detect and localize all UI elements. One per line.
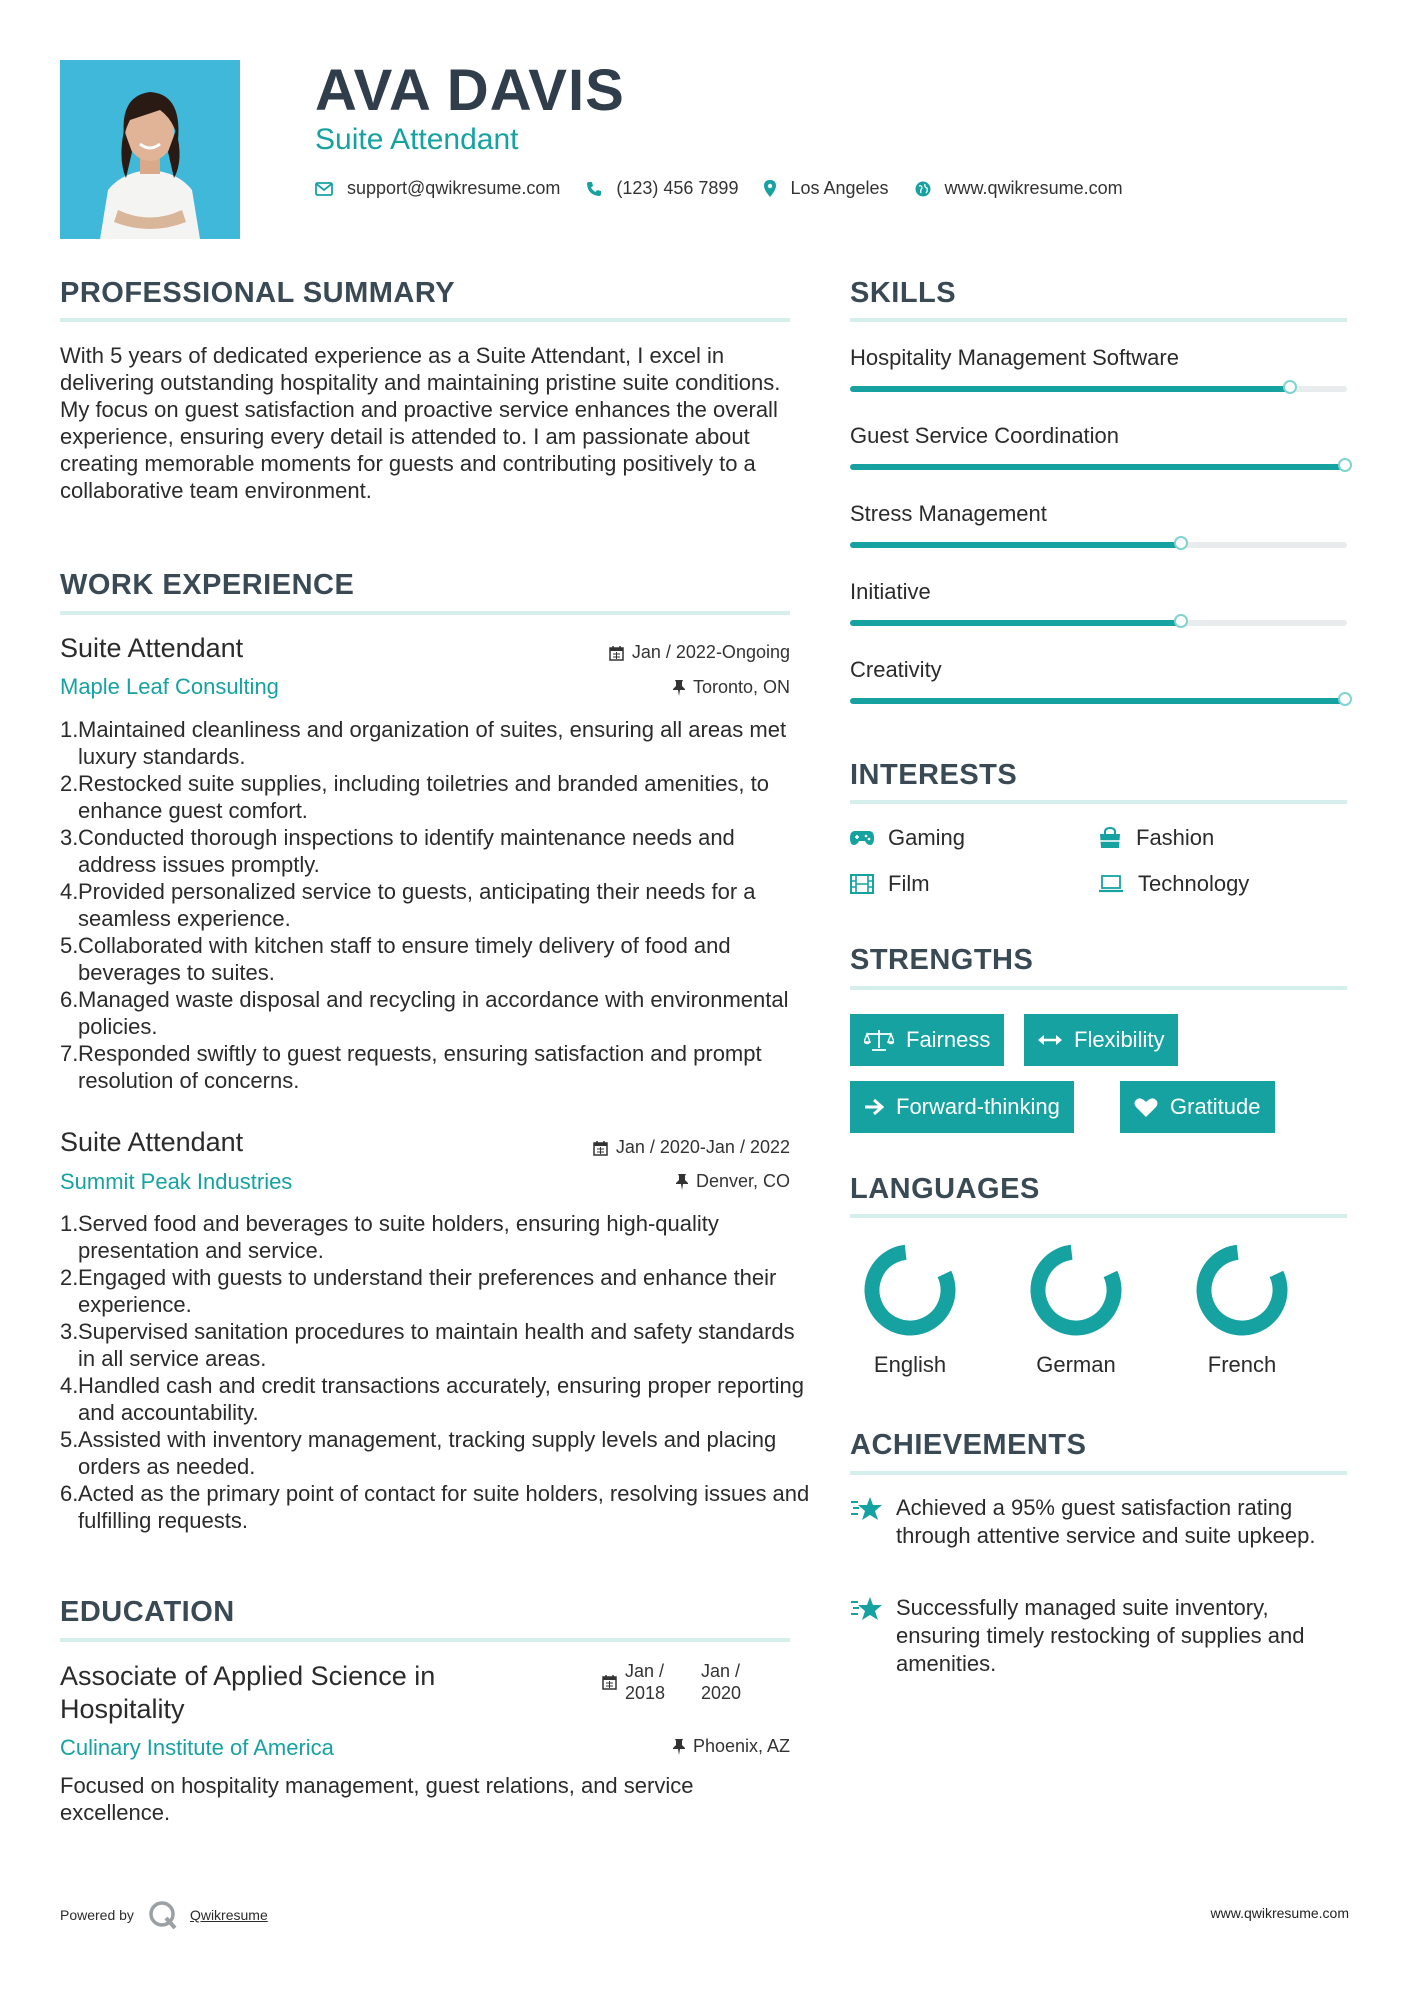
- calendar-icon: [602, 1674, 617, 1690]
- list-item: Assisted with inventory management, tracking supply levels and placing orders as needed.: [78, 1427, 777, 1479]
- list-item: Engaged with guests to understand their preferences and enhance their experience.: [78, 1265, 777, 1317]
- summary-heading: PROFESSIONAL SUMMARY: [60, 277, 456, 309]
- gamepad-icon: [850, 830, 874, 846]
- skill-bar-knob: [1174, 536, 1188, 550]
- language-ring: [1192, 1240, 1292, 1340]
- phone-text: (123) 456 7899: [616, 178, 739, 198]
- shopping-bag-icon: [1098, 827, 1122, 849]
- language-item: [845, 1240, 975, 1378]
- skill-bar: [850, 464, 1347, 470]
- job-dates-text: Jan / 2020-Jan / 2022: [615, 1137, 790, 1157]
- strength-label: Gratitude: [1170, 1094, 1261, 1119]
- star-burst-icon: [850, 1496, 884, 1522]
- interest-label: Fashion: [1136, 825, 1215, 850]
- language-ring: [860, 1240, 960, 1340]
- language-ring: [1026, 1240, 1126, 1340]
- languages-heading: LANGUAGES: [850, 1173, 1040, 1205]
- footer-powered-by: [60, 1900, 268, 1930]
- contact-email[interactable]: [315, 178, 560, 199]
- location-text: Los Angeles: [790, 178, 889, 198]
- job-location: [673, 677, 790, 698]
- interests-heading: INTERESTS: [850, 759, 1018, 791]
- job-dates: [593, 1137, 790, 1158]
- strength-badge: [850, 1081, 1074, 1133]
- email-icon: [315, 182, 333, 196]
- job-title: Suite Attendant: [60, 633, 244, 663]
- summary-text: With 5 years of dedicated experience as a Suite Attendant, I excel in delivering outstanding hospitality and maintaining pristine suite conditions. My focus on guest satisfaction and proactive service enhances the overall experience, ensuring every detail is attended to. I am passionate about creating memorable moments for guests and contributing positively to a collaborative team environment.: [60, 343, 781, 503]
- job-location: [676, 1171, 790, 1192]
- interest-film: [850, 870, 930, 898]
- email-text: support@qwikresume.com: [347, 178, 561, 198]
- skill-label: Stress Management: [850, 501, 1047, 526]
- contact-phone[interactable]: [586, 178, 738, 199]
- list-item: Conducted thorough inspections to identify maintenance needs and address issues promptly.: [78, 825, 735, 877]
- achievements-heading: ACHIEVEMENTS: [850, 1429, 1087, 1461]
- interest-label: Gaming: [888, 825, 966, 850]
- calendar-icon: [609, 645, 624, 661]
- language-item: [1011, 1240, 1141, 1378]
- map-pin-icon: [764, 180, 776, 197]
- achievement-text: Successfully managed suite inventory, ensuring timely restocking of supplies and amenities.: [896, 1595, 1305, 1676]
- contact-location: [764, 178, 888, 199]
- star-burst-icon: [850, 1596, 884, 1622]
- achievement-item: [850, 1594, 1355, 1678]
- degree-title: Associate of Applied Science in Hospitality: [60, 1661, 436, 1724]
- skill-bar-knob: [1174, 614, 1188, 628]
- strength-badge: [1120, 1081, 1275, 1133]
- job-location-text: Denver, CO: [695, 1171, 790, 1191]
- pushpin-icon: [676, 1174, 688, 1190]
- skill-bar-fill: [850, 620, 1183, 626]
- interest-gaming: [850, 824, 965, 852]
- film-icon: [850, 874, 874, 894]
- globe-icon: [915, 181, 931, 197]
- strength-label: Flexibility: [1074, 1027, 1165, 1052]
- skill-bar: [850, 386, 1347, 392]
- languages-divider: [850, 1214, 1347, 1218]
- skill-label: Initiative: [850, 579, 931, 604]
- footer-website[interactable]: www.qwikresume.com: [1210, 1905, 1349, 1921]
- phone-icon: [586, 181, 602, 197]
- education-location: [673, 1736, 790, 1757]
- language-ring-arc: [860, 1240, 960, 1340]
- skill-bar: [850, 542, 1347, 548]
- company-name: Maple Leaf Consulting: [60, 674, 279, 699]
- list-item: Handled cash and credit transactions accurately, ensuring proper reporting and accountability.: [78, 1373, 804, 1425]
- strengths-divider: [850, 986, 1347, 990]
- skill-bar-knob: [1338, 458, 1352, 472]
- school-name: Culinary Institute of America: [60, 1735, 334, 1760]
- interest-technology: [1098, 870, 1249, 898]
- strength-label: Fairness: [906, 1027, 991, 1052]
- profile-photo: [60, 60, 240, 239]
- list-item: Responded swiftly to guest requests, ensuring satisfaction and prompt resolution of concerns.: [78, 1041, 762, 1093]
- skill-bar-fill: [850, 386, 1292, 392]
- skills-heading: SKILLS: [850, 277, 957, 309]
- list-item: Collaborated with kitchen staff to ensure timely delivery of food and beverages to suites.: [78, 933, 731, 985]
- arrow-right-icon: [864, 1098, 884, 1116]
- list-item: Supervised sanitation procedures to maintain health and safety standards in all service areas.: [78, 1319, 795, 1371]
- skill-bar: [850, 698, 1347, 704]
- interest-fashion: [1098, 824, 1214, 852]
- language-item: [1177, 1240, 1307, 1378]
- skill-label: Hospitality Management Software: [850, 345, 1179, 370]
- skill-bar: [850, 620, 1347, 626]
- strength-badge: [850, 1014, 1004, 1066]
- language-label: English: [873, 1352, 947, 1377]
- education-dates: [602, 1660, 761, 1704]
- language-ring-arc: [1192, 1240, 1292, 1340]
- education-heading: EDUCATION: [60, 1596, 235, 1628]
- achievement-item: [850, 1494, 1355, 1550]
- education-start: Jan / 2018: [625, 1661, 666, 1703]
- strengths-heading: STRENGTHS: [850, 944, 1034, 976]
- list-item: Managed waste disposal and recycling in accordance with environmental policies.: [78, 987, 789, 1039]
- skill-bar-fill: [850, 542, 1183, 548]
- achievement-text: Achieved a 95% guest satisfaction rating through attentive service and suite upkeep.: [896, 1495, 1316, 1548]
- candidate-title: Suite Attendant: [315, 123, 519, 156]
- company-name: Summit Peak Industries: [60, 1169, 293, 1194]
- language-label: German: [1036, 1352, 1116, 1377]
- strength-badge: [1024, 1014, 1178, 1066]
- list-item: Acted as the primary point of contact for suite holders, resolving issues and fulfilling requests.: [78, 1481, 810, 1533]
- heart-icon: [1134, 1097, 1158, 1118]
- contact-bar: [315, 178, 1149, 199]
- qwikresume-logo-icon: [148, 1900, 178, 1930]
- job-dates: [609, 642, 790, 663]
- job-bullets: [60, 716, 813, 1094]
- powered-by-text: Powered by: [60, 1907, 134, 1923]
- list-item: Provided personalized service to guests, anticipating their needs for a seamless experience.: [78, 879, 756, 931]
- skill-bar-knob: [1283, 380, 1297, 394]
- education-location-text: Phoenix, AZ: [692, 1736, 790, 1756]
- job-dates-text: Jan / 2022-Ongoing: [631, 642, 790, 662]
- pushpin-icon: [673, 1739, 685, 1755]
- website-text: www.qwikresume.com: [944, 178, 1123, 198]
- work-divider: [60, 611, 790, 615]
- education-description: Focused on hospitality management, guest relations, and service excellence.: [60, 1773, 694, 1825]
- summary-divider: [60, 318, 790, 322]
- contact-website[interactable]: [915, 178, 1123, 199]
- list-item: Maintained cleanliness and organization of suites, ensuring all areas met luxury standards.: [78, 717, 787, 769]
- skill-label: Creativity: [850, 657, 942, 682]
- achievements-divider: [850, 1471, 1347, 1475]
- skill-label: Guest Service Coordination: [850, 423, 1120, 448]
- skills-divider: [850, 318, 1347, 322]
- interest-label: Film: [888, 871, 930, 896]
- calendar-icon: [593, 1140, 608, 1156]
- skill-bar-knob: [1338, 692, 1352, 706]
- pushpin-icon: [673, 680, 685, 696]
- balance-scale-icon: [864, 1029, 894, 1051]
- laptop-icon: [1098, 875, 1124, 893]
- interest-label: Technology: [1138, 871, 1250, 896]
- list-item: Restocked suite supplies, including toiletries and branded amenities, to enhance guest comfort.: [78, 771, 769, 823]
- work-heading: WORK EXPERIENCE: [60, 569, 355, 601]
- language-ring-arc: [1026, 1240, 1126, 1340]
- job-location-text: Toronto, ON: [692, 677, 790, 697]
- list-item: Served food and beverages to suite holders, ensuring high-quality presentation and service.: [78, 1211, 719, 1263]
- arrows-horizontal-icon: [1038, 1033, 1062, 1047]
- education-divider: [60, 1638, 790, 1642]
- language-label: French: [1207, 1352, 1277, 1377]
- skill-bar-fill: [850, 698, 1347, 704]
- strength-label: Forward-thinking: [896, 1094, 1060, 1119]
- candidate-name: AVA DAVIS: [315, 58, 625, 123]
- job-bullets: [60, 1210, 813, 1534]
- job-title: Suite Attendant: [60, 1127, 244, 1157]
- skill-bar-fill: [850, 464, 1347, 470]
- qwikresume-link[interactable]: Qwikresume: [189, 1907, 268, 1923]
- education-end: Jan / 2020: [701, 1661, 742, 1703]
- interests-divider: [850, 800, 1347, 804]
